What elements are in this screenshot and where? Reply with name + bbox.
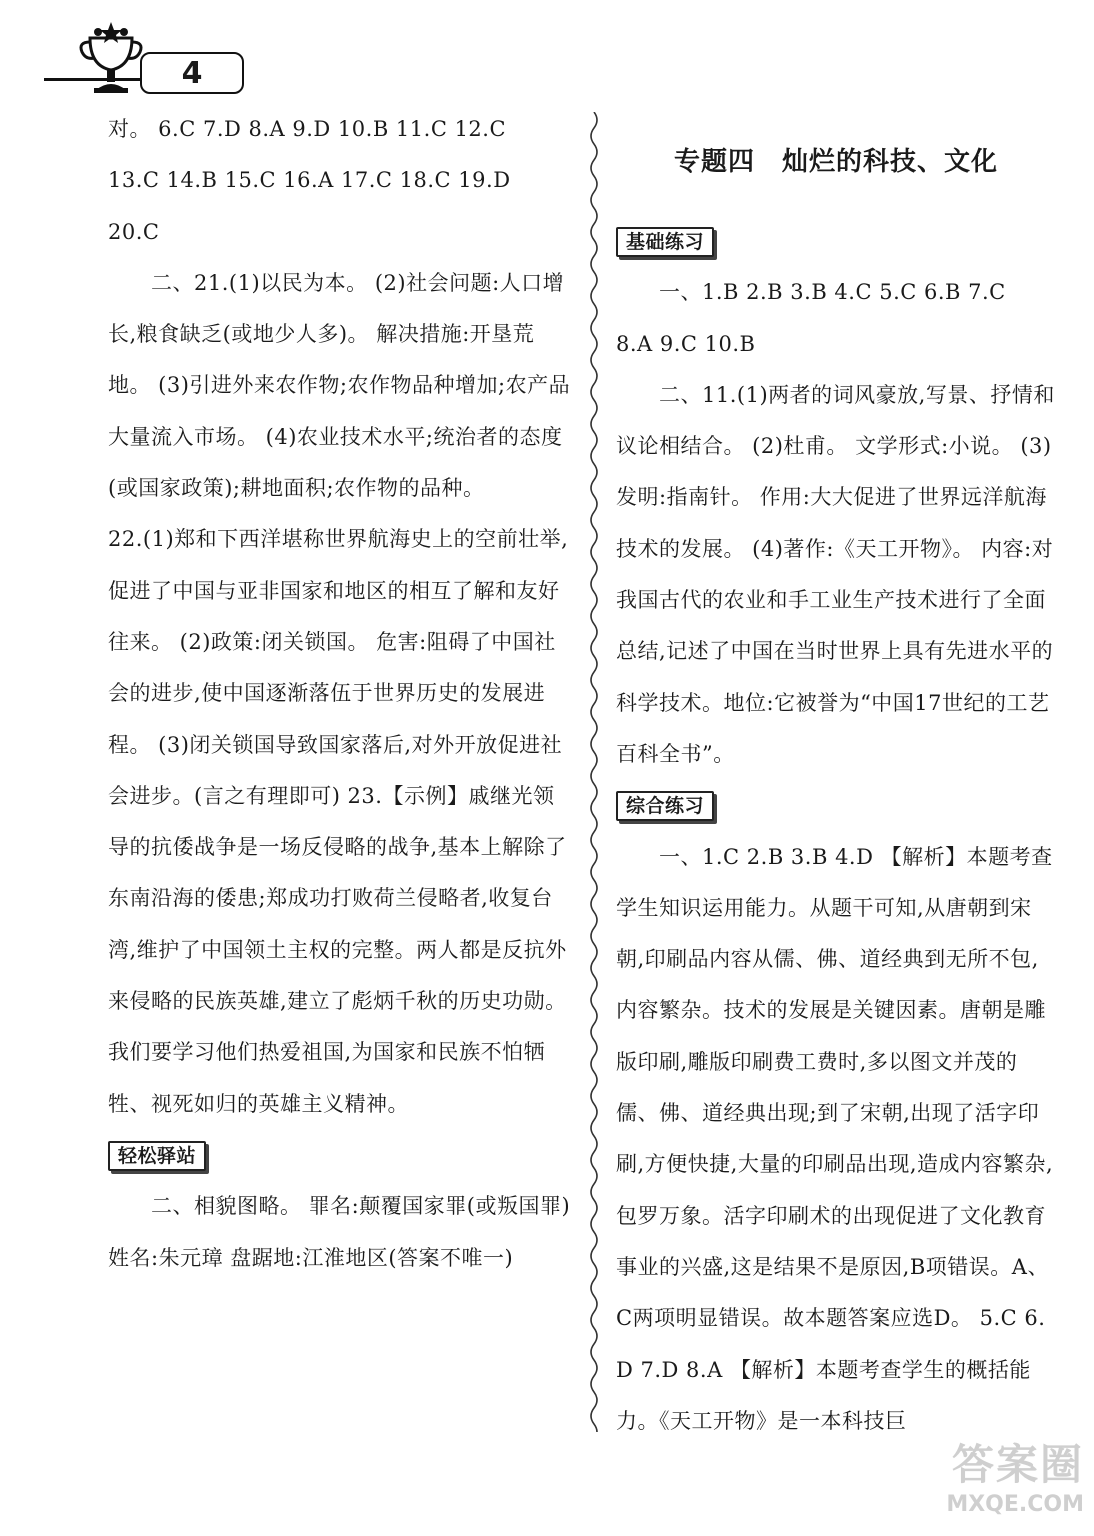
wavy-column-divider [584,112,604,1432]
combined-practice-tag: 综合练习 [616,791,714,821]
relax-station-tag-wrap [108,1130,574,1181]
trophy-icon [76,18,146,94]
right-column [616,104,1056,1447]
watermark [918,1440,1094,1536]
right-paragraph: 二、11.(1)两者的词风豪放,写景、抒情和议论相结合。 (2)杜甫。 文学形式:小说。 (3)发明:指南针。 作用:大大促进了世界远洋航海技术的发展。 (4)著作:《天工开物》。 内容:对我国古代的农业和手工业生产技术进行了全面总结,记述了中国在当时世界上具有先进水平的科学技术。地位:它被誉为“中国17世纪的工艺百科全书”。 [616,382,1055,766]
left-column [108,104,578,1284]
left-paragraph: 对。 6.C 7.D 8.A 9.D 10.B 11.C 12.C [108,117,507,141]
right-paragraph: 一、1.C 2.B 3.B 4.D 【解析】本题考查学生知识运用能力。从题干可知,从唐朝到宋朝,印刷品内容从儒、佛、道经典到无所不包,内容繁杂。技术的发展是关键因素。唐朝是雕版印刷,雕版印刷费工费时,多以图文并茂的儒、佛、道经典出现;到了宋朝,出现了活字印刷,方便快捷,大量的印刷品出现,造成内容繁杂,包罗万象。活字印刷术的出现促进了文化教育事业的兴盛,这是结果不是原因,B项错误。A、C两项明显错误。故本题答案应选D。 5.C 6.D 7.D 8.A 【解析】本题考查学生的概括能力。《天工开物》是一本科技巨 [616,844,1054,1433]
watermark-top: 答案圈 [951,1440,1084,1489]
right-paragraph: 一、1.B 2.B 3.B 4.C 5.C 6.B 7.C [616,280,1006,305]
page-header [0,0,300,110]
basic-practice-tag-wrap [616,216,1056,267]
watermark-bottom: MXQE.COM [946,1492,1084,1517]
left-paragraph: 20.C [108,219,160,244]
right-paragraph: 8.A 9.C 10.B [616,331,756,356]
relax-station-tag: 轻松驿站 [108,1141,206,1171]
combined-practice-tag-wrap [616,780,1056,831]
page-number: 4 [140,52,244,94]
section-title: 专题四 灿烂的科技、文化 [673,147,998,177]
left-paragraph: 13.C 14.B 15.C 16.A 17.C 18.C 19.D [108,168,511,193]
left-paragraph: 二、相貌图略。 罪名:颠覆国家罪(或叛国罪) 姓名:朱元璋 盘踞地:江淮地区(答案不唯一) [108,1194,578,1270]
left-paragraph: 二、21.(1)以民为本。 (2)社会问题:人口增长,粮食缺乏(或地少人多)。 解决措施:开垦荒地。 (3)引进外来农作物;农作物品种增加;农产品大量流入市场。 (4)农业技术水平;统治者的态度(或国家政策);耕地面积;农作物的品种。 [108,270,571,501]
basic-practice-tag: 基础练习 [616,227,714,257]
left-paragraph: 22.(1)郑和下西洋堪称世界航海史上的空前壮举,促进了中国与亚非国家和地区的相互了解和友好往来。 (2)政策:闭关锁国。 危害:阻碍了中国社会的进步,使中国逐渐落伍于世界历史的发展进程。 (3)闭关锁国导致国家落后,对外开放促进社会进步。(言之有理即可) 23.【示例】戚继光领导的抗倭战争是一场反侵略的战争,基本上解除了东南沿海的倭患;郑成功打败荷兰侵略者,收复台湾,维护了中国领土主权的完整。两人都是反抗外来侵略的民族英雄,建立了彪炳千秋的历史功勋。我们要学习他们热爱祖国,为国家和民族不怕牺牲、视死如归的英雄主义精神。 [108,527,569,1116]
